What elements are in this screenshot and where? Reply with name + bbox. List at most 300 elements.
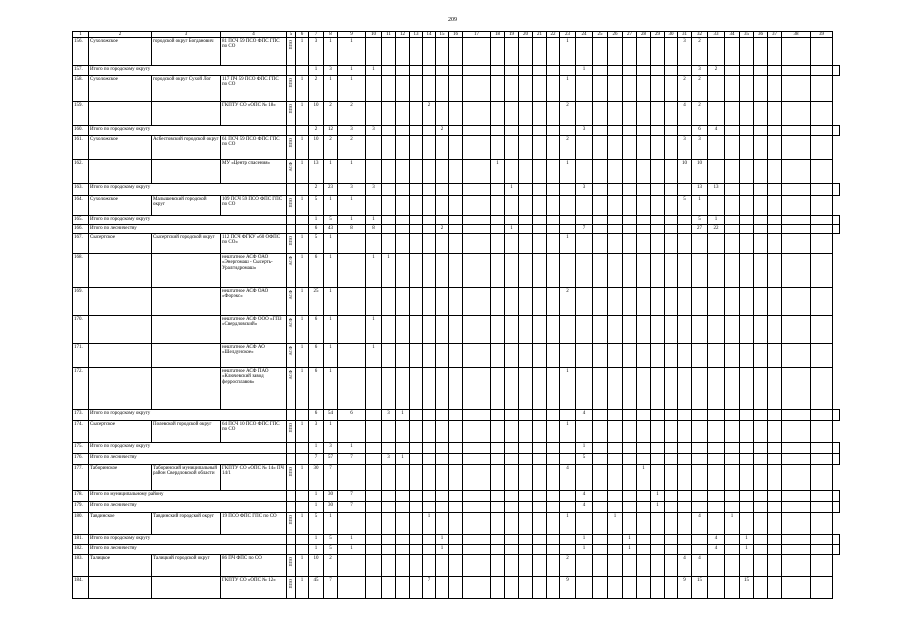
value-cell bbox=[436, 160, 449, 184]
value-cell bbox=[651, 577, 665, 599]
value-cell: 22 bbox=[708, 225, 725, 234]
value-cell bbox=[833, 126, 840, 136]
value-cell: 3 bbox=[338, 126, 366, 136]
value-cell bbox=[576, 196, 593, 216]
value-cell: 1 bbox=[608, 513, 623, 535]
municipality-cell bbox=[152, 316, 221, 344]
row-number-cell: 162. bbox=[73, 160, 89, 184]
value-cell bbox=[637, 288, 651, 316]
value-cell bbox=[491, 38, 505, 66]
value-cell bbox=[608, 288, 623, 316]
value-cell: 3 bbox=[678, 38, 692, 66]
value-cell bbox=[396, 344, 410, 368]
value-cell bbox=[665, 421, 678, 443]
municipality-cell bbox=[152, 344, 221, 368]
value-cell bbox=[725, 136, 740, 160]
value-cell bbox=[366, 288, 382, 316]
value-cell: 4 bbox=[678, 555, 692, 577]
value-cell bbox=[410, 443, 423, 454]
type-cell bbox=[287, 555, 296, 577]
value-cell: 12 bbox=[324, 126, 338, 136]
value-cell bbox=[665, 254, 678, 288]
value-cell bbox=[708, 102, 725, 126]
value-cell bbox=[436, 76, 449, 102]
value-cell bbox=[768, 225, 782, 234]
value-cell bbox=[651, 316, 665, 344]
value-cell bbox=[811, 513, 833, 535]
column-number: 15 bbox=[436, 32, 449, 38]
value-cell bbox=[651, 216, 665, 225]
value-cell: 1 bbox=[708, 216, 725, 225]
value-cell bbox=[410, 254, 423, 288]
value-cell bbox=[811, 76, 833, 102]
value-cell bbox=[560, 502, 576, 513]
value-cell bbox=[396, 545, 410, 555]
value-cell bbox=[423, 535, 436, 545]
value-cell bbox=[608, 577, 623, 599]
unit-cell: ГКПТУ СО «ОПС № 14» ПЧ 14/1 bbox=[221, 465, 287, 491]
value-cell bbox=[665, 454, 678, 465]
value-cell: 1 bbox=[560, 513, 576, 535]
value-cell: 4 bbox=[576, 491, 593, 502]
value-cell: 1 bbox=[366, 316, 382, 344]
value-cell bbox=[754, 196, 768, 216]
value-cell bbox=[651, 421, 665, 443]
value-cell bbox=[623, 254, 637, 288]
value-cell bbox=[396, 216, 410, 225]
value-cell: 5 bbox=[324, 545, 338, 555]
value-cell bbox=[593, 454, 608, 465]
value-cell bbox=[576, 234, 593, 254]
value-cell bbox=[396, 76, 410, 102]
value-cell bbox=[449, 225, 463, 234]
value-cell bbox=[463, 555, 491, 577]
unit-cell: нештатное АСФ ПАО «Ключевский завод ферросплавов» bbox=[221, 368, 287, 410]
type-cell bbox=[287, 288, 296, 316]
value-cell bbox=[692, 344, 708, 368]
value-cell bbox=[449, 102, 463, 126]
value-cell bbox=[692, 234, 708, 254]
value-cell: 23 bbox=[324, 184, 338, 196]
value-cell bbox=[396, 234, 410, 254]
value-cell: 1 bbox=[423, 513, 436, 535]
column-number: 21 bbox=[533, 32, 547, 38]
value-cell: 3 bbox=[366, 126, 382, 136]
value-cell bbox=[396, 254, 410, 288]
value-cell bbox=[637, 254, 651, 288]
value-cell: 4 bbox=[708, 545, 725, 555]
type-label: АСФ bbox=[287, 289, 293, 299]
value-cell bbox=[547, 126, 560, 136]
row-number-cell: 181. bbox=[73, 535, 89, 545]
value-cell bbox=[665, 196, 678, 216]
value-cell: 1 bbox=[324, 421, 338, 443]
value-cell: 1 bbox=[505, 225, 519, 234]
value-cell bbox=[811, 288, 833, 316]
value-cell bbox=[423, 234, 436, 254]
value-cell bbox=[637, 66, 651, 76]
value-cell: 1 bbox=[366, 216, 382, 225]
value-cell bbox=[768, 66, 782, 76]
value-cell bbox=[692, 410, 708, 421]
value-cell bbox=[782, 454, 811, 465]
value-cell bbox=[708, 254, 725, 288]
row-number-cell: 166. bbox=[73, 225, 89, 234]
value-cell: 2 bbox=[324, 136, 338, 160]
value-cell bbox=[491, 196, 505, 216]
value-cell bbox=[533, 577, 547, 599]
unit-cell: нештатное АСФ АО «Шелдунское» bbox=[221, 344, 287, 368]
value-cell bbox=[547, 66, 560, 76]
value-cell bbox=[768, 216, 782, 225]
type-label: ППО bbox=[287, 103, 293, 114]
value-cell bbox=[505, 316, 519, 344]
value-cell bbox=[692, 368, 708, 410]
value-cell bbox=[782, 443, 811, 454]
value-cell bbox=[623, 66, 637, 76]
value-cell bbox=[491, 491, 505, 502]
value-cell bbox=[637, 535, 651, 545]
value-cell bbox=[593, 196, 608, 216]
value-cell bbox=[396, 38, 410, 66]
value-cell bbox=[366, 136, 382, 160]
value-cell bbox=[396, 465, 410, 491]
value-cell bbox=[436, 555, 449, 577]
value-cell bbox=[593, 410, 608, 421]
value-cell bbox=[410, 454, 423, 465]
value-cell: 1 bbox=[560, 234, 576, 254]
unit-cell: ГКПТУ СО «ОПС № 12» bbox=[221, 577, 287, 599]
value-cell bbox=[768, 184, 782, 196]
value-cell bbox=[410, 196, 423, 216]
value-cell bbox=[560, 344, 576, 368]
municipality-cell bbox=[152, 160, 221, 184]
value-cell bbox=[593, 421, 608, 443]
value-cell bbox=[519, 465, 533, 491]
value-cell bbox=[665, 344, 678, 368]
value-cell bbox=[708, 38, 725, 66]
value-cell bbox=[519, 491, 533, 502]
value-cell bbox=[576, 465, 593, 491]
value-cell bbox=[533, 234, 547, 254]
value-cell bbox=[593, 491, 608, 502]
value-cell bbox=[740, 288, 754, 316]
value-cell bbox=[491, 502, 505, 513]
value-cell bbox=[338, 288, 366, 316]
row-number-cell: 179. bbox=[73, 502, 89, 513]
value-cell bbox=[449, 491, 463, 502]
forestry-cell bbox=[89, 254, 152, 288]
value-cell bbox=[637, 410, 651, 421]
value-cell bbox=[423, 443, 436, 454]
type-label: ППО bbox=[287, 235, 293, 246]
value-cell bbox=[725, 535, 740, 545]
value-cell bbox=[382, 184, 396, 196]
value-cell bbox=[423, 545, 436, 555]
forestry-cell bbox=[89, 577, 152, 599]
value-cell bbox=[740, 216, 754, 225]
value-cell bbox=[754, 66, 768, 76]
value-cell bbox=[533, 66, 547, 76]
subtotal-label: Итого по городскому округу bbox=[89, 126, 287, 136]
value-cell bbox=[725, 368, 740, 410]
value-cell: 3 bbox=[382, 454, 396, 465]
value-cell: 1 bbox=[560, 76, 576, 102]
value-cell bbox=[811, 577, 833, 599]
forestry-cell bbox=[89, 160, 152, 184]
value-cell bbox=[754, 160, 768, 184]
unit-cell bbox=[287, 66, 296, 76]
value-cell: 1 bbox=[296, 316, 309, 344]
value-cell bbox=[547, 555, 560, 577]
value-cell bbox=[533, 410, 547, 421]
value-cell bbox=[623, 196, 637, 216]
value-cell bbox=[623, 465, 637, 491]
value-cell bbox=[623, 454, 637, 465]
value-cell bbox=[811, 465, 833, 491]
value-cell bbox=[740, 254, 754, 288]
value-cell bbox=[651, 254, 665, 288]
value-cell bbox=[651, 513, 665, 535]
column-number: 22 bbox=[547, 32, 560, 38]
value-cell bbox=[833, 184, 840, 196]
value-cell bbox=[725, 344, 740, 368]
value-cell bbox=[665, 126, 678, 136]
value-cell bbox=[623, 234, 637, 254]
value-cell bbox=[533, 454, 547, 465]
value-cell bbox=[665, 216, 678, 225]
value-cell bbox=[623, 577, 637, 599]
value-cell bbox=[463, 577, 491, 599]
value-cell bbox=[366, 102, 382, 126]
value-cell bbox=[423, 76, 436, 102]
value-cell bbox=[491, 216, 505, 225]
value-cell bbox=[623, 555, 637, 577]
value-cell: 9 bbox=[560, 577, 576, 599]
subtotal-row bbox=[73, 491, 840, 502]
value-cell: 2 bbox=[338, 136, 366, 160]
municipality-cell bbox=[152, 288, 221, 316]
value-cell bbox=[651, 288, 665, 316]
forestry-cell bbox=[89, 368, 152, 410]
value-cell bbox=[811, 184, 833, 196]
value-cell bbox=[491, 136, 505, 160]
value-cell bbox=[782, 535, 811, 545]
value-cell bbox=[665, 76, 678, 102]
value-cell bbox=[576, 344, 593, 368]
value-cell bbox=[782, 513, 811, 535]
table-row bbox=[73, 136, 840, 160]
value-cell bbox=[811, 545, 833, 555]
table-row bbox=[73, 38, 840, 66]
table-row bbox=[73, 421, 840, 443]
value-cell bbox=[436, 344, 449, 368]
value-cell bbox=[491, 225, 505, 234]
value-cell bbox=[576, 421, 593, 443]
value-cell bbox=[560, 225, 576, 234]
value-cell bbox=[396, 136, 410, 160]
value-cell bbox=[382, 196, 396, 216]
value-cell bbox=[811, 126, 833, 136]
value-cell bbox=[678, 66, 692, 76]
value-cell: 1 bbox=[324, 38, 338, 66]
value-cell bbox=[678, 491, 692, 502]
value-cell bbox=[651, 136, 665, 160]
value-cell bbox=[665, 535, 678, 545]
value-cell: 4 bbox=[576, 410, 593, 421]
value-cell bbox=[491, 454, 505, 465]
value-cell bbox=[491, 465, 505, 491]
column-number: 30 bbox=[665, 32, 678, 38]
value-cell bbox=[740, 160, 754, 184]
value-cell bbox=[593, 513, 608, 535]
value-cell bbox=[547, 535, 560, 545]
municipality-cell: Таборинский муниципальный район Свердловской области bbox=[152, 465, 221, 491]
value-cell bbox=[519, 76, 533, 102]
value-cell bbox=[740, 421, 754, 443]
value-cell bbox=[651, 368, 665, 410]
value-cell bbox=[754, 316, 768, 344]
column-number: 4 bbox=[221, 32, 287, 38]
value-cell bbox=[623, 76, 637, 102]
value-cell bbox=[338, 316, 366, 344]
value-cell bbox=[519, 184, 533, 196]
column-number: 10 bbox=[366, 32, 382, 38]
value-cell bbox=[436, 102, 449, 126]
value-cell: 1 bbox=[296, 196, 309, 216]
value-cell bbox=[396, 535, 410, 545]
municipality-cell bbox=[152, 368, 221, 410]
value-cell bbox=[396, 368, 410, 410]
unit-cell bbox=[287, 535, 296, 545]
value-cell bbox=[768, 316, 782, 344]
value-cell: 2 bbox=[708, 66, 725, 76]
value-cell bbox=[623, 126, 637, 136]
value-cell bbox=[396, 184, 410, 196]
value-cell: 6 bbox=[692, 126, 708, 136]
value-cell bbox=[708, 421, 725, 443]
value-cell: 5 bbox=[309, 234, 324, 254]
value-cell: 6 bbox=[309, 225, 324, 234]
value-cell: 4 bbox=[708, 126, 725, 136]
value-cell bbox=[725, 545, 740, 555]
value-cell bbox=[725, 216, 740, 225]
value-cell bbox=[651, 160, 665, 184]
value-cell bbox=[491, 316, 505, 344]
value-cell bbox=[519, 288, 533, 316]
value-cell bbox=[463, 38, 491, 66]
value-cell bbox=[725, 184, 740, 196]
value-cell: 1 bbox=[324, 160, 338, 184]
value-cell bbox=[665, 136, 678, 160]
value-cell bbox=[623, 513, 637, 535]
value-cell: 1 bbox=[396, 454, 410, 465]
row-number-cell: 161. bbox=[73, 136, 89, 160]
value-cell bbox=[423, 254, 436, 288]
value-cell: 1 bbox=[309, 535, 324, 545]
value-cell bbox=[593, 102, 608, 126]
value-cell bbox=[692, 535, 708, 545]
column-number: 11 bbox=[382, 32, 396, 38]
type-cell bbox=[287, 254, 296, 288]
value-cell bbox=[423, 410, 436, 421]
unit-cell: нештатное АСФ ОАО «Энергомаш - Сысерть-Уралгидромаш» bbox=[221, 254, 287, 288]
value-cell bbox=[576, 316, 593, 344]
value-cell bbox=[833, 502, 840, 513]
value-cell: 4 bbox=[678, 102, 692, 126]
value-cell: 3 bbox=[692, 136, 708, 160]
column-number: 5 bbox=[287, 32, 296, 38]
value-cell: 1 bbox=[324, 254, 338, 288]
value-cell: 45 bbox=[309, 577, 324, 599]
value-cell bbox=[463, 316, 491, 344]
value-cell bbox=[608, 421, 623, 443]
type-cell bbox=[287, 577, 296, 599]
value-cell bbox=[505, 160, 519, 184]
value-cell bbox=[782, 288, 811, 316]
value-cell bbox=[811, 234, 833, 254]
value-cell bbox=[754, 344, 768, 368]
value-cell bbox=[410, 66, 423, 76]
column-number: 1 bbox=[73, 32, 89, 38]
value-cell bbox=[491, 254, 505, 288]
column-number: 31 bbox=[678, 32, 692, 38]
value-cell bbox=[519, 545, 533, 555]
value-cell bbox=[692, 491, 708, 502]
value-cell: 1 bbox=[623, 535, 637, 545]
value-cell bbox=[463, 196, 491, 216]
column-number: 29 bbox=[651, 32, 665, 38]
type-cell bbox=[287, 368, 296, 410]
value-cell bbox=[637, 513, 651, 535]
value-cell bbox=[519, 225, 533, 234]
value-cell bbox=[678, 254, 692, 288]
value-cell bbox=[768, 196, 782, 216]
value-cell bbox=[754, 76, 768, 102]
value-cell bbox=[463, 76, 491, 102]
value-cell: 1 bbox=[296, 465, 309, 491]
value-cell bbox=[519, 502, 533, 513]
value-cell bbox=[505, 555, 519, 577]
value-cell: 1 bbox=[436, 545, 449, 555]
value-cell bbox=[491, 513, 505, 535]
value-cell: 1 bbox=[324, 76, 338, 102]
value-cell bbox=[547, 410, 560, 421]
value-cell: 1 bbox=[324, 288, 338, 316]
value-cell bbox=[410, 368, 423, 410]
value-cell bbox=[410, 160, 423, 184]
value-cell bbox=[782, 545, 811, 555]
value-cell bbox=[576, 555, 593, 577]
value-cell bbox=[623, 502, 637, 513]
value-cell: 2 bbox=[678, 76, 692, 102]
value-cell bbox=[436, 136, 449, 160]
value-cell bbox=[725, 38, 740, 66]
value-cell: 3 bbox=[309, 421, 324, 443]
value-cell: 8 bbox=[338, 225, 366, 234]
value-cell bbox=[449, 410, 463, 421]
value-cell bbox=[754, 545, 768, 555]
value-cell: 2 bbox=[309, 184, 324, 196]
value-cell bbox=[678, 288, 692, 316]
value-cell bbox=[533, 196, 547, 216]
value-cell bbox=[449, 368, 463, 410]
value-cell: 43 bbox=[324, 225, 338, 234]
value-cell bbox=[782, 465, 811, 491]
value-cell bbox=[754, 535, 768, 545]
municipality-cell: городской округ Богданович bbox=[152, 38, 221, 66]
value-cell: 1 bbox=[338, 443, 366, 454]
